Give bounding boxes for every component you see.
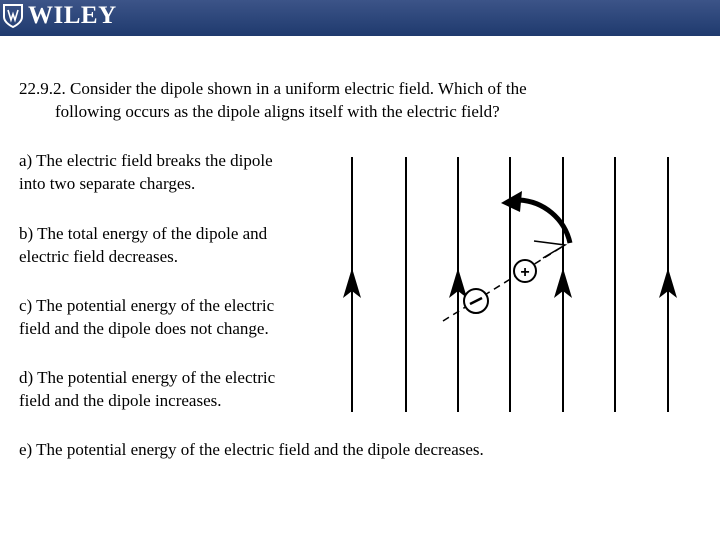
rotation-arrowhead-icon xyxy=(501,191,522,212)
option-a xyxy=(19,149,349,195)
wiley-shield-icon xyxy=(2,3,24,29)
option-a-line-2: into two separate charges. xyxy=(19,174,196,193)
option-e xyxy=(19,438,699,461)
dipole-field-diagram xyxy=(330,150,710,420)
option-b xyxy=(19,222,349,268)
option-d-line-1: d) The potential energy of the electric xyxy=(19,368,276,387)
option-d-line-2: field and the dipole increases. xyxy=(19,391,222,410)
question-line-1: 22.9.2. Consider the dipole shown in a uniform electric field. Which of the xyxy=(19,79,527,98)
option-c-line-1: c) The potential energy of the electric xyxy=(19,296,275,315)
wiley-logo xyxy=(2,1,117,31)
option-e-line-1: e) The potential energy of the electric field and the dipole decreases. xyxy=(19,440,484,459)
option-b-line-2: electric field decreases. xyxy=(19,247,179,266)
positive-charge-symbol: + xyxy=(520,264,530,281)
option-a-line-1: a) The electric field breaks the dipole xyxy=(19,151,273,170)
logo-text: WILEY xyxy=(28,2,117,29)
option-b-line-1: b) The total energy of the dipole and xyxy=(19,224,268,243)
option-c-line-2: field and the dipole does not change. xyxy=(19,319,269,338)
question-line-2: following occurs as the dipole aligns itself with the electric field? xyxy=(55,102,500,121)
header-bar xyxy=(0,0,720,36)
option-d xyxy=(19,366,349,412)
option-c xyxy=(19,294,349,340)
question-text xyxy=(19,77,659,123)
